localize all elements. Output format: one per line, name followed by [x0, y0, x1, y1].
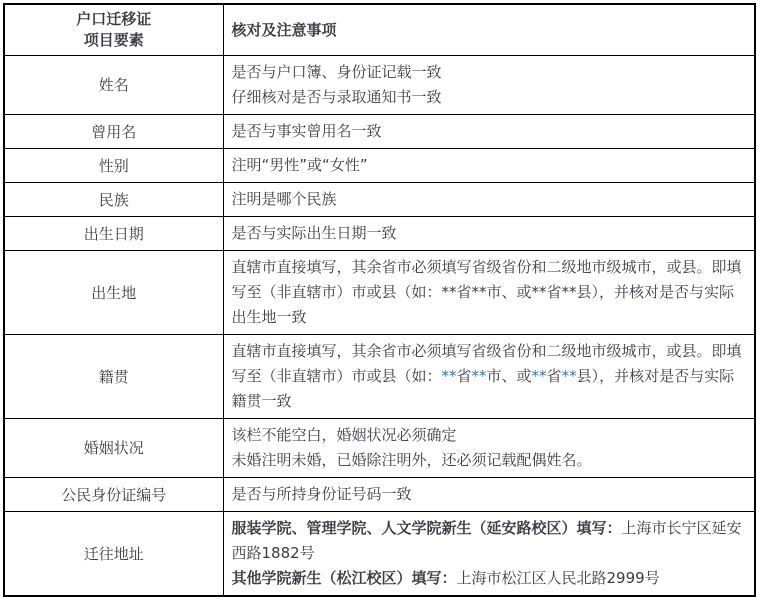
note-line — [232, 85, 747, 110]
item-cell: 出生日期 — [4, 217, 223, 251]
item-cell: 婚姻状况 — [4, 419, 223, 478]
text-segment: 注明是哪个民族 — [231, 190, 337, 208]
item-cell: 公民身份证编号 — [4, 478, 223, 512]
text-segment: 上海市松江区人民北路2999号 — [456, 569, 660, 587]
notes-cell — [223, 115, 755, 149]
note-line — [232, 448, 747, 473]
header-notes-column: 核对及注意事项 — [223, 4, 755, 56]
notes-cell — [223, 149, 755, 183]
note-line — [232, 255, 747, 330]
text-segment: ** — [441, 367, 457, 385]
note-line — [232, 339, 747, 414]
table-row — [4, 419, 755, 478]
text-segment: ** — [561, 367, 577, 385]
text-segment: 是否与户口簿、身份证记载一致 — [231, 63, 442, 81]
notes-cell — [223, 335, 755, 419]
note-line — [232, 153, 747, 178]
text-segment: 上海市长宁区延安西路1882号 — [231, 519, 742, 562]
item-cell: 曾用名 — [4, 115, 223, 149]
text-segment: 是否与所持身份证号码一致 — [231, 485, 412, 503]
notes-cell — [223, 251, 755, 335]
text-segment: 其他学院新生（松江校区）填写： — [231, 569, 457, 587]
text-segment: 仔细核对是否与录取通知书一致 — [231, 88, 442, 106]
text-segment: 是否与事实曾用名一致 — [231, 122, 382, 140]
note-line — [232, 119, 747, 144]
table-row — [4, 149, 755, 183]
table-body — [4, 56, 755, 597]
header-row — [4, 4, 755, 56]
table-row — [4, 478, 755, 512]
notes-cell — [223, 183, 755, 217]
text-segment: 市、或 — [486, 367, 532, 385]
table-row — [4, 115, 755, 149]
text-segment: 省 — [546, 367, 562, 385]
note-line — [232, 187, 747, 212]
item-cell: 籍贯 — [4, 335, 223, 419]
notes-cell — [223, 478, 755, 512]
table-row — [4, 56, 755, 115]
table-row — [4, 251, 755, 335]
text-segment: 是否与实际出生日期一致 — [231, 224, 397, 242]
notes-cell — [223, 419, 755, 478]
note-line — [232, 423, 747, 448]
note-line — [232, 516, 747, 566]
notes-cell — [223, 512, 755, 597]
table-row — [4, 512, 755, 597]
item-cell: 出生地 — [4, 251, 223, 335]
text-segment: 该栏不能空白，婚姻状况必须确定 — [231, 426, 457, 444]
header-item-line2: 项目要素 — [83, 31, 144, 49]
item-cell: 民族 — [4, 183, 223, 217]
text-segment: 省 — [456, 367, 472, 385]
text-segment: 直辖市直接填写，其余省市必须填写省级省份和二级地市级城市，或县。即填写至（非直辖市）市或县（如： — [231, 342, 742, 385]
item-cell: 迁往地址 — [4, 512, 223, 597]
table-row — [4, 217, 755, 251]
note-line — [232, 60, 747, 85]
text-segment: ** — [471, 367, 487, 385]
item-cell: 性别 — [4, 149, 223, 183]
notes-cell — [223, 217, 755, 251]
notes-cell — [223, 56, 755, 115]
text-segment: 直辖市直接填写，其余省市必须填写省级省份和二级地市级城市，或县。即填写至（非直辖市）市或县（如：**省**市、或**省**县），并核对是否与实际出生地一致 — [231, 258, 742, 326]
header-item-line1: 户口迁移证 — [76, 10, 152, 28]
note-line — [232, 482, 747, 507]
item-cell: 姓名 — [4, 56, 223, 115]
table-row — [4, 335, 755, 419]
table-row — [4, 183, 755, 217]
text-segment: ** — [531, 367, 547, 385]
note-line — [232, 566, 747, 591]
note-line — [232, 221, 747, 246]
text-segment: 注明“男性”或“女性” — [231, 156, 368, 174]
text-segment: 县），并核对是否与实际籍贯一致 — [231, 367, 735, 410]
header-item-column — [4, 4, 223, 56]
text-segment: 未婚注明未婚，已婚除注明外，还必须记载配偶姓名。 — [231, 451, 592, 469]
text-segment: 服装学院、管理学院、人文学院新生（延安路校区）填写： — [231, 519, 622, 537]
checklist-table — [3, 3, 756, 597]
